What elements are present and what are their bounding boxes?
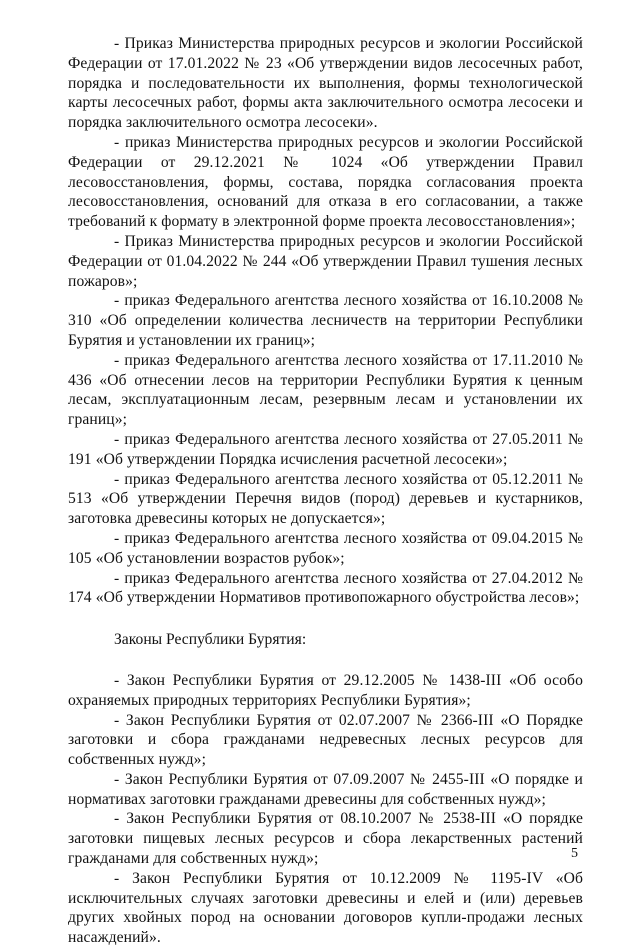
- law-item: - Закон Республики Бурятия от 10.12.2009 № 1195-IV «Об исключительных случаях заготовки древесины и елей и (или) деревьев других хвойных пород на основании договоров купли-продажи лесных насаждений».: [68, 869, 583, 947]
- order-item: - приказ Федерального агентства лесного хозяйства от 05.12.2011 № 513 «Об утверждении Перечня видов (пород) деревьев и кустарников, заготовка древесины которых не допускается»;: [68, 470, 583, 528]
- laws-heading: Законы Республики Бурятия:: [114, 631, 307, 649]
- law-item: - Закон Республики Бурятия от 08.10.2007 № 2538-III «О порядке заготовки пищевых лесных ресурсов и сбора лекарственных растений гражданами для собственных нужд»;: [68, 810, 583, 868]
- order-item: - Приказ Министерства природных ресурсов и экологии Российской Федерации от 01.04.2022 № 244 «Об утверждении Правил тушения лесных пожаров»;: [68, 232, 583, 290]
- order-item: - приказ Федерального агентства лесного хозяйства от 16.10.2008 № 310 «Об определении количества лесничеств на территории Республики Бурятия и установлении их границ»;: [68, 292, 583, 349]
- page-number: 5: [571, 846, 578, 861]
- law-item: - Закон Республики Бурятия от 02.07.2007 № 2366-III «О Порядке заготовки и сбора гражданами недревесных лесных ресурсов для собственных нужд»;: [68, 711, 583, 769]
- order-item: - приказ Министерства природных ресурсов и экологии Российской Федерации от 29.12.2021 № 1024 «Об утверждении Правил лесовосстановления, формы, состава, порядка согласования проекта лесовосстановления, оснований для отказа в его согласовании, а также требований к формату в электронной форме проекта лесовосстановления»;: [68, 133, 583, 231]
- order-item: - приказ Федерального агентства лесного хозяйства от 09.04.2015 № 105 «Об установлении возрастов рубок»;: [68, 529, 583, 567]
- order-item: - Приказ Министерства природных ресурсов и экологии Российской Федерации от 17.01.2022 № 23 «Об утверждении видов лесосечных работ, порядка и последовательности их выполнения, формы технологической карты лесосечных работ, формы акта заключительного осмотра лесосеки и порядка заключительного осмотра лесосеки».: [68, 35, 583, 132]
- orders-list: [68, 34, 583, 608]
- laws-list: [68, 671, 583, 948]
- order-item: - приказ Федерального агентства лесного хозяйства от 27.05.2011 № 191 «Об утверждении Порядка исчисления расчетной лесосеки»;: [68, 430, 583, 468]
- law-item: - Закон Республики Бурятия от 07.09.2007 № 2455-III «О порядке и нормативах заготовки гражданами древесины для собственных нужд»;: [68, 770, 583, 808]
- order-item: - приказ Федерального агентства лесного хозяйства от 17.11.2010 № 436 «Об отнесении лесов на территории Республики Бурятия к ценным лесам, эксплуатационным лесам, резервным лесам и установлении их границ»;: [68, 351, 583, 429]
- law-item: - Закон Республики Бурятия от 29.12.2005 № 1438-III «Об особо охраняемых природных территориях Республики Бурятия»;: [68, 671, 583, 709]
- order-item: - приказ Федерального агентства лесного хозяйства от 27.04.2012 № 174 «Об утверждении Нормативов противопожарного обустройства лесов»;: [68, 569, 583, 607]
